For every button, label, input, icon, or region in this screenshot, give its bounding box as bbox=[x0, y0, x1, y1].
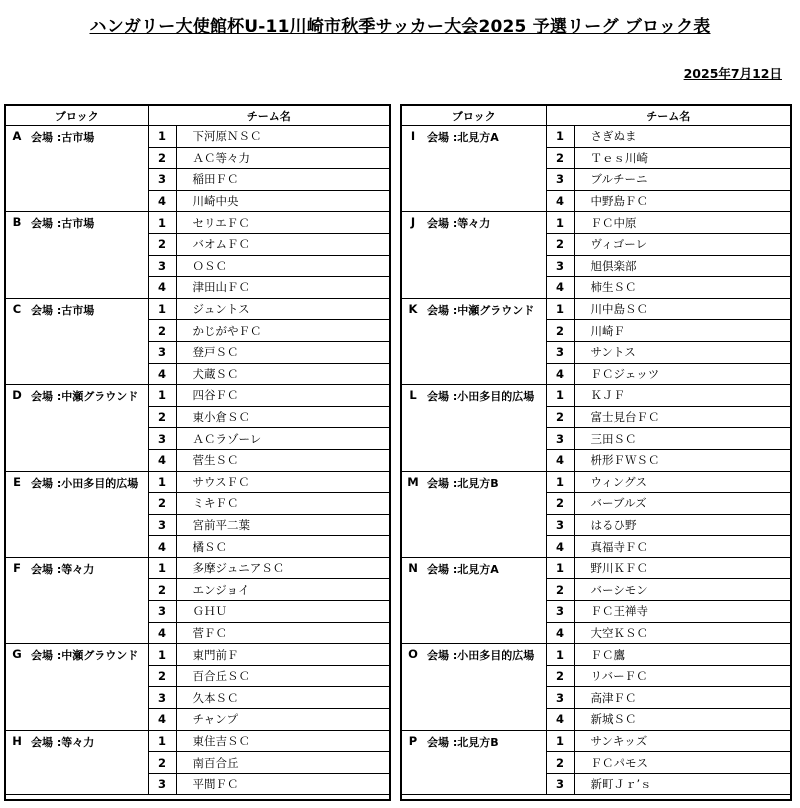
table-row bbox=[402, 298, 790, 320]
team-number: 2 bbox=[546, 147, 574, 169]
block-letter: P bbox=[402, 730, 424, 795]
team-name: 南百合丘 bbox=[176, 752, 389, 774]
block-venue: 会場 :北見方A bbox=[424, 557, 546, 643]
team-name: 富士見台ＦＣ bbox=[574, 406, 790, 428]
block-venue: 会場 :中瀬グラウンド bbox=[28, 644, 148, 730]
team-name: 犬蔵ＳＣ bbox=[176, 363, 389, 385]
block-letter: M bbox=[402, 471, 424, 557]
team-number: 1 bbox=[546, 644, 574, 666]
block-letter: K bbox=[402, 298, 424, 384]
team-number: 3 bbox=[546, 514, 574, 536]
team-number: 4 bbox=[546, 449, 574, 471]
block-venue: 会場 :小田多目的広場 bbox=[28, 471, 148, 557]
team-number: 2 bbox=[546, 665, 574, 687]
team-number: 3 bbox=[148, 514, 176, 536]
left-block-table-frame bbox=[4, 104, 391, 801]
block-venue: 会場 :中瀬グラウンド bbox=[424, 298, 546, 384]
team-number: 4 bbox=[148, 277, 176, 299]
team-name: かじがやＦＣ bbox=[176, 320, 389, 342]
team-name: 登戸ＳＣ bbox=[176, 341, 389, 363]
table-header-row bbox=[402, 106, 790, 126]
team-name: 新城ＳＣ bbox=[574, 709, 790, 731]
table-row bbox=[6, 212, 389, 234]
team-number: 4 bbox=[546, 709, 574, 731]
team-name: 津田山ＦＣ bbox=[176, 277, 389, 299]
block-letter: C bbox=[6, 298, 28, 384]
team-number: 3 bbox=[546, 428, 574, 450]
table-row bbox=[402, 126, 790, 148]
team-name: 野川ＫＦＣ bbox=[574, 557, 790, 579]
team-name: 大空ＫＳＣ bbox=[574, 622, 790, 644]
team-number: 1 bbox=[148, 471, 176, 493]
team-name: 中野島ＦＣ bbox=[574, 190, 790, 212]
team-number: 2 bbox=[148, 147, 176, 169]
block-letter: F bbox=[6, 557, 28, 643]
team-number: 2 bbox=[546, 752, 574, 774]
team-name: ジュントス bbox=[176, 298, 389, 320]
team-header: チーム名 bbox=[148, 106, 389, 126]
team-name: ＦＣ鷹 bbox=[574, 644, 790, 666]
team-name: サントス bbox=[574, 341, 790, 363]
team-name: 宮前平二葉 bbox=[176, 514, 389, 536]
left-block-table bbox=[6, 106, 389, 795]
team-name: 川崎中央 bbox=[176, 190, 389, 212]
team-number: 2 bbox=[148, 233, 176, 255]
block-letter: J bbox=[402, 212, 424, 298]
team-name: チャンプ bbox=[176, 709, 389, 731]
team-number: 4 bbox=[148, 709, 176, 731]
team-name: ＧＨＵ bbox=[176, 601, 389, 623]
team-number: 3 bbox=[148, 687, 176, 709]
block-header: ブロック bbox=[6, 106, 148, 126]
team-number: 1 bbox=[148, 385, 176, 407]
table-row bbox=[402, 471, 790, 493]
team-number: 1 bbox=[546, 298, 574, 320]
block-venue: 会場 :古市場 bbox=[28, 126, 148, 212]
block-venue: 会場 :古市場 bbox=[28, 298, 148, 384]
team-name: バーブルズ bbox=[574, 493, 790, 515]
team-name: はるひ野 bbox=[574, 514, 790, 536]
team-number: 3 bbox=[148, 428, 176, 450]
team-number: 1 bbox=[148, 557, 176, 579]
team-name: 枡形ＦＷＳＣ bbox=[574, 449, 790, 471]
team-number: 3 bbox=[546, 341, 574, 363]
team-number: 2 bbox=[148, 320, 176, 342]
team-name: 稲田ＦＣ bbox=[176, 169, 389, 191]
team-number: 1 bbox=[546, 126, 574, 148]
block-letter: D bbox=[6, 385, 28, 471]
team-name: セリエＦＣ bbox=[176, 212, 389, 234]
team-number: 1 bbox=[546, 212, 574, 234]
team-name: 東小倉ＳＣ bbox=[176, 406, 389, 428]
block-letter: H bbox=[6, 730, 28, 795]
team-name: ＦＣ中原 bbox=[574, 212, 790, 234]
block-venue: 会場 :等々力 bbox=[28, 730, 148, 795]
block-letter: L bbox=[402, 385, 424, 471]
team-name: ＡＣラゾーレ bbox=[176, 428, 389, 450]
team-name: サウスＦＣ bbox=[176, 471, 389, 493]
team-number: 4 bbox=[546, 536, 574, 558]
team-name: ＯＳＣ bbox=[176, 255, 389, 277]
team-number: 4 bbox=[546, 277, 574, 299]
team-number: 2 bbox=[546, 493, 574, 515]
table-row bbox=[6, 298, 389, 320]
team-number: 1 bbox=[148, 298, 176, 320]
block-venue: 会場 :等々力 bbox=[28, 557, 148, 643]
team-number: 1 bbox=[148, 644, 176, 666]
table-row bbox=[402, 644, 790, 666]
block-letter: G bbox=[6, 644, 28, 730]
team-name: 川崎Ｆ bbox=[574, 320, 790, 342]
team-name: Ｔｅｓ川崎 bbox=[574, 147, 790, 169]
team-number: 4 bbox=[148, 536, 176, 558]
block-letter: N bbox=[402, 557, 424, 643]
team-name: 平間ＦＣ bbox=[176, 773, 389, 795]
team-name: 川中島ＳＣ bbox=[574, 298, 790, 320]
date-label: 2025年7月12日 bbox=[683, 66, 782, 81]
block-venue: 会場 :古市場 bbox=[28, 212, 148, 298]
team-name: ミキＦＣ bbox=[176, 493, 389, 515]
team-name: 真福寺ＦＣ bbox=[574, 536, 790, 558]
team-number: 3 bbox=[546, 687, 574, 709]
team-name: ＦＣパモス bbox=[574, 752, 790, 774]
team-number: 2 bbox=[148, 579, 176, 601]
team-number: 3 bbox=[148, 341, 176, 363]
team-number: 4 bbox=[546, 622, 574, 644]
team-name: ＦＣジェッツ bbox=[574, 363, 790, 385]
team-name: さぎぬま bbox=[574, 126, 790, 148]
block-letter: I bbox=[402, 126, 424, 212]
team-name: 多摩ジュニアＳＣ bbox=[176, 557, 389, 579]
team-number: 4 bbox=[148, 449, 176, 471]
team-number: 1 bbox=[148, 730, 176, 752]
team-name: リバーＦＣ bbox=[574, 665, 790, 687]
table-row bbox=[6, 644, 389, 666]
block-venue: 会場 :中瀬グラウンド bbox=[28, 385, 148, 471]
team-name: 新町Ｊｒ’ｓ bbox=[574, 773, 790, 795]
team-name: 東門前Ｆ bbox=[176, 644, 389, 666]
table-row bbox=[6, 126, 389, 148]
block-venue: 会場 :小田多目的広場 bbox=[424, 644, 546, 730]
team-number: 2 bbox=[148, 752, 176, 774]
team-name: 柿生ＳＣ bbox=[574, 277, 790, 299]
team-number: 4 bbox=[148, 190, 176, 212]
team-number: 4 bbox=[148, 363, 176, 385]
table-row bbox=[402, 730, 790, 752]
team-number: 1 bbox=[546, 557, 574, 579]
team-number: 1 bbox=[148, 126, 176, 148]
team-number: 1 bbox=[546, 730, 574, 752]
team-number: 3 bbox=[148, 773, 176, 795]
team-name: 橘ＳＣ bbox=[176, 536, 389, 558]
team-number: 2 bbox=[148, 406, 176, 428]
team-name: バオムＦＣ bbox=[176, 233, 389, 255]
team-number: 3 bbox=[546, 169, 574, 191]
table-row bbox=[402, 557, 790, 579]
team-name: 久本ＳＣ bbox=[176, 687, 389, 709]
block-venue: 会場 :北見方A bbox=[424, 126, 546, 212]
table-row bbox=[6, 385, 389, 407]
table-header-row bbox=[6, 106, 389, 126]
team-name: 四谷ＦＣ bbox=[176, 385, 389, 407]
team-name: 旭倶楽部 bbox=[574, 255, 790, 277]
team-number: 4 bbox=[546, 363, 574, 385]
team-name: 高津ＦＣ bbox=[574, 687, 790, 709]
block-letter: A bbox=[6, 126, 28, 212]
team-name: バーシモン bbox=[574, 579, 790, 601]
block-venue: 会場 :等々力 bbox=[424, 212, 546, 298]
right-block-table-frame bbox=[400, 104, 792, 801]
team-name: 菅ＦＣ bbox=[176, 622, 389, 644]
team-name: ＦＣ王禅寺 bbox=[574, 601, 790, 623]
block-venue: 会場 :北見方B bbox=[424, 471, 546, 557]
team-name: 下河原ＮＳＣ bbox=[176, 126, 389, 148]
team-number: 2 bbox=[546, 406, 574, 428]
team-name: サンキッズ bbox=[574, 730, 790, 752]
team-number: 4 bbox=[148, 622, 176, 644]
team-name: 百合丘ＳＣ bbox=[176, 665, 389, 687]
team-number: 2 bbox=[546, 579, 574, 601]
team-number: 3 bbox=[546, 601, 574, 623]
right-block-table bbox=[402, 106, 790, 795]
table-row bbox=[6, 730, 389, 752]
team-number: 2 bbox=[148, 493, 176, 515]
block-letter: E bbox=[6, 471, 28, 557]
team-name: ヴィゴーレ bbox=[574, 233, 790, 255]
team-number: 4 bbox=[546, 190, 574, 212]
team-name: ブルチーニ bbox=[574, 169, 790, 191]
table-row bbox=[402, 212, 790, 234]
block-venue: 会場 :北見方B bbox=[424, 730, 546, 795]
team-number: 2 bbox=[546, 320, 574, 342]
table-row bbox=[402, 385, 790, 407]
team-number: 3 bbox=[546, 255, 574, 277]
team-name: ウィングス bbox=[574, 471, 790, 493]
team-number: 2 bbox=[148, 665, 176, 687]
team-number: 3 bbox=[546, 773, 574, 795]
table-row bbox=[6, 557, 389, 579]
team-number: 3 bbox=[148, 601, 176, 623]
page-title: ハンガリー大使館杯U-11川崎市秋季サッカー大会2025 予選リーグ ブロック表 bbox=[89, 17, 711, 37]
team-name: 三田ＳＣ bbox=[574, 428, 790, 450]
team-number: 3 bbox=[148, 255, 176, 277]
team-number: 1 bbox=[148, 212, 176, 234]
team-name: ＡＣ等々力 bbox=[176, 147, 389, 169]
team-number: 1 bbox=[546, 385, 574, 407]
block-letter: O bbox=[402, 644, 424, 730]
table-row bbox=[6, 471, 389, 493]
block-letter: B bbox=[6, 212, 28, 298]
team-number: 1 bbox=[546, 471, 574, 493]
block-header: ブロック bbox=[402, 106, 546, 126]
team-name: ＫＪＦ bbox=[574, 385, 790, 407]
team-header: チーム名 bbox=[546, 106, 790, 126]
team-number: 3 bbox=[148, 169, 176, 191]
team-name: エンジョイ bbox=[176, 579, 389, 601]
team-name: 東住吉ＳＣ bbox=[176, 730, 389, 752]
block-venue: 会場 :小田多目的広場 bbox=[424, 385, 546, 471]
team-name: 菅生ＳＣ bbox=[176, 449, 389, 471]
team-number: 2 bbox=[546, 233, 574, 255]
